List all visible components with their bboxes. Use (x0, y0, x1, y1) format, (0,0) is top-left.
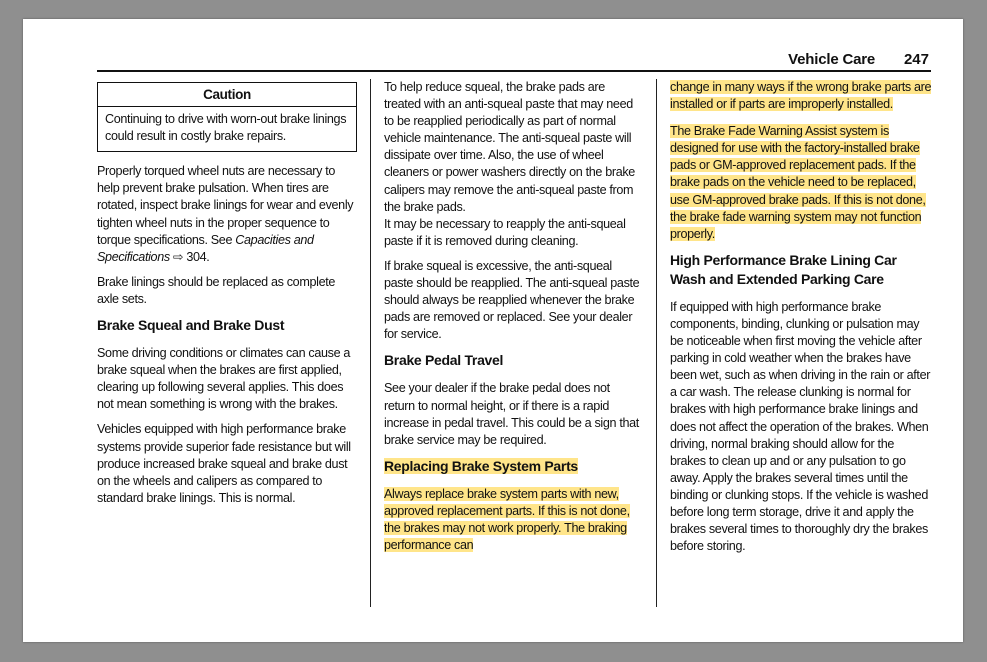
section-title: Vehicle Care (788, 51, 875, 68)
paragraph-fade-warning (670, 123, 932, 243)
manual-page (23, 19, 963, 642)
paragraph-pedal-travel: See your dealer if the brake pedal does not return to normal height, or if there is a rapid increase in pedal travel. This could be a sign that brake service may be required. (384, 381, 639, 447)
paragraph-wheel-nuts (97, 163, 357, 266)
heading-brake-pedal: Brake Pedal Travel (384, 352, 504, 369)
column-1 (97, 79, 357, 515)
caution-title: Caution (98, 83, 356, 107)
paragraph-replace-parts-text: Always replace brake system parts with new, approved replacement parts. If this is not done, the brakes may not work properly. The braking performance can (384, 486, 630, 553)
paragraph-fade-warning-text: The Brake Fade Warning Assist system is designed for use with the factory-installed brake pads or GM-approved replacement pads. If the brake pads on the vehicle need to be replaced, use GM-approved brake pads. If this is not done, the brake fade warning system may not function properly. (670, 124, 926, 241)
page-number: 247 (903, 51, 929, 68)
paragraph-replace-parts (384, 486, 642, 554)
capacities-link[interactable]: Capacities and Specifications (97, 232, 314, 264)
heading-car-wash: High Performance Brake Lining Car Wash and Extended Parking Care (670, 251, 897, 287)
heading-replacing-parts (384, 457, 642, 476)
paragraph-excessive-squeal: If brake squeal is excessive, the anti-squeal paste should be reapplied. The anti-squeal paste should always be reapplied whenever the brake pads are removed or replaced. See your dealer for service. (384, 258, 640, 342)
paragraph-car-wash: If equipped with high performance brake components, binding, clunking or pulsation may be noticeable when first moving the vehicle after parking in cold weather when the brakes have been wet, such as when driving in the rain or after a car wash. The release clunking is normal for brakes with high performance brake linings and does not affect the operation of the brakes. When driving, normal braking should allow for the brakes to clean up and or any pulsation to go away. Apply the brakes several times until the binding or clunking stops. If the vehicle is washed before long term storage, drive it and apply the brakes several times to thoroughly dry the brakes before storing. (670, 299, 931, 554)
caution-body: Continuing to drive with worn-out brake linings could result in costly brake repairs. (105, 112, 347, 144)
paragraph-anti-squeal: To help reduce squeal, the brake pads are treated with an anti-squeal paste that may need to be reapplied periodically as part of normal vehicle maintenance. The anti-squeal paste will dissipate over time. Also, the use of wheel cleaners or power washers directly on the brake calipers may remove the anti-squeal paste from the brake pads. (384, 80, 635, 214)
column-divider-1 (370, 79, 371, 607)
paragraph-high-performance: Vehicles equipped with high performance brake systems provide superior fade resistance but will produce increased brake squeal and brake dust on the wheels and calipers as compared to standard brake linings. This is normal. (97, 422, 351, 505)
paragraph-performance-change-text: change in many ways if the wrong brake parts are installed or if parts are improperly installed. (670, 80, 932, 112)
capacities-link-ref[interactable]: ⇨ 304. (169, 249, 210, 264)
paragraph-performance-change (670, 79, 932, 113)
paragraph-axle-sets: Brake linings should be replaced as complete axle sets. (97, 274, 336, 306)
column-3 (670, 79, 932, 563)
paragraph-squeal-conditions: Some driving conditions or climates can cause a brake squeal when the brakes are first applied, clearing up following several applies. This does not mean something is wrong with the brakes. (97, 346, 351, 412)
caution-box (97, 82, 357, 152)
column-divider-2 (656, 79, 657, 607)
heading-replacing-parts-text: Replacing Brake System Parts (384, 457, 578, 474)
paragraph-reapply: It may be necessary to reapply the anti-squeal paste if it is removed during cleaning. (384, 216, 626, 248)
header-rule (97, 70, 931, 72)
paragraph-wheel-nuts-text: Properly torqued wheel nuts are necessary to help prevent brake pulsation. When tires are rotated, inspect brake linings for wear and evenly tighten wheel nuts in the proper sequence to torque specifications. See (97, 164, 354, 247)
heading-brake-squeal: Brake Squeal and Brake Dust (97, 317, 285, 334)
column-2 (384, 79, 642, 562)
